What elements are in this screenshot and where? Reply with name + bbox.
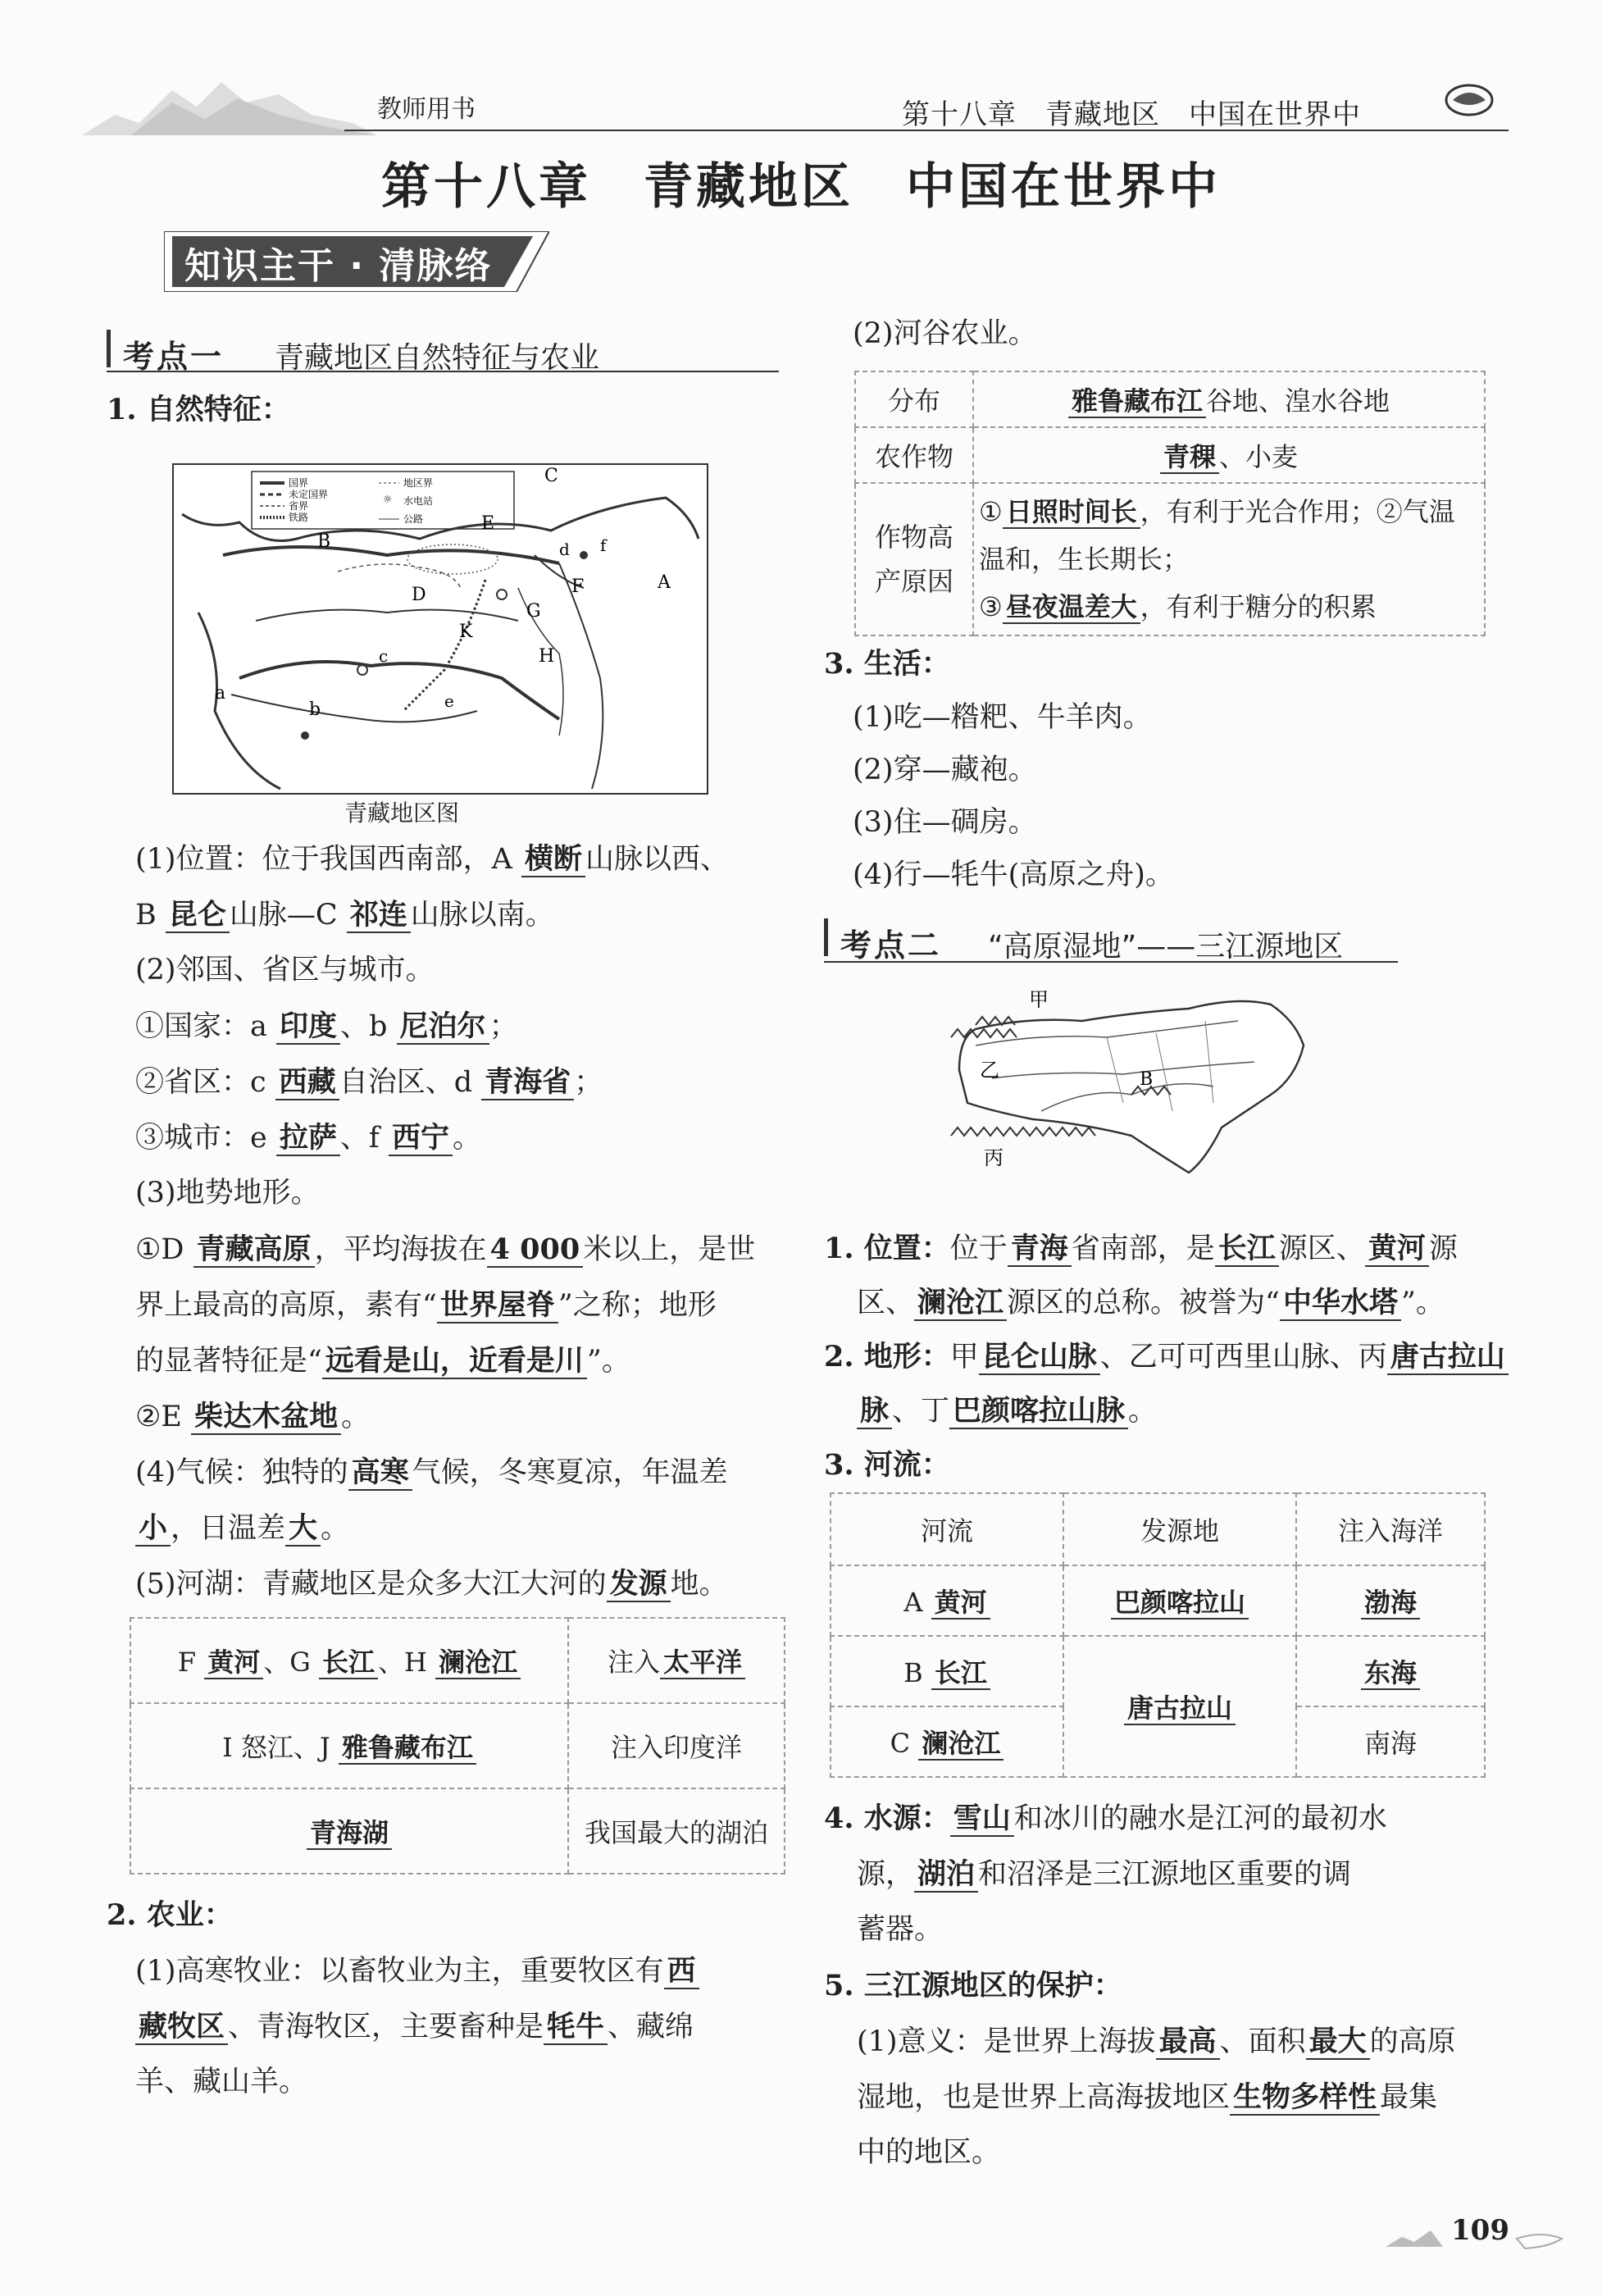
mountain-decoration — [82, 57, 377, 139]
life-travel: (4)行—牦牛(高原之舟)。 — [853, 859, 1174, 891]
item2-heading: 2. 农业： — [107, 1898, 233, 1932]
header-chapter: 第十八章 青藏地区 中国在世界中 — [902, 98, 1361, 131]
position-line1: (1)位置：位于我国西南部，A 横断 山脉以西、 — [135, 842, 730, 876]
map-label-D: D — [412, 585, 426, 605]
s2-protect-line1: (1)意义：是世界上海拔 最高 、面积 最大 的高原 — [857, 2025, 1456, 2058]
life-live: (3)住—碉房。 — [853, 806, 1037, 839]
map-label-A: A — [658, 572, 671, 593]
s2-location-line1: 1. 位置：位于 青海 省南部，是 长江 源区、 黄河 源 — [824, 1232, 1458, 1265]
river2-table — [830, 1492, 1486, 1778]
map-label-b: b — [309, 699, 321, 720]
map-label-F: F — [571, 576, 585, 597]
terrain-line1: ①D 青藏高原 ，平均海拔在 4 000 米以上，是世 — [135, 1232, 756, 1266]
river2-r1-source: 巴颜喀拉山 — [1063, 1565, 1296, 1636]
climate-line2: 小 ，日温差 大 。 — [135, 1514, 349, 1543]
terrain-line2: 界上最高的高原，素有“ 世界屋脊 ”之称；地形 — [135, 1288, 717, 1322]
s2-water-line3: 蓄器。 — [857, 1913, 944, 1946]
item3-heading: 3. 生活： — [824, 647, 950, 681]
cities-line: ③城市：e 拉萨 、f 西宁 。 — [135, 1121, 481, 1155]
climate-line1: (4)气候：独特的 高寒 气候，冬寒夏凉，年温差 — [135, 1456, 728, 1489]
map2-label-bing: 丙 — [984, 1146, 1004, 1169]
map-label-H: H — [539, 646, 555, 667]
legend-diqujie: 地区界 — [403, 477, 434, 489]
herding-line1: (1)高寒牧业：以畜牧业为主，重要牧区有 西 — [135, 1957, 699, 1986]
river-table-r3-right: 我国最大的湖泊 — [568, 1788, 785, 1874]
section1-rule — [107, 371, 779, 372]
neighbors-heading: (2)邻国、省区与城市。 — [135, 954, 435, 986]
s2-protect-line2: 湿地，也是世界上高海拔地区 生物多样性 最集 — [857, 2080, 1438, 2114]
river-table-r1-right: 注入 太平洋 — [568, 1618, 785, 1703]
section2-bar — [824, 918, 828, 956]
map2-label-jia: 甲 — [1029, 988, 1049, 1011]
river2-h-river: 河流 — [831, 1493, 1063, 1565]
map-label-c: c — [379, 646, 389, 666]
s2-water-line2: 源， 湖泊 和沼泽是三江源地区重要的调 — [857, 1857, 1352, 1891]
herding-line2: 藏牧区 、青海牧区，主要畜种是 牦牛 、藏绵 — [135, 2012, 694, 2042]
map-label-B: B — [317, 531, 331, 552]
life-wear: (2)穿—藏袍。 — [853, 754, 1037, 786]
map-label-a: a — [215, 683, 226, 704]
river2-r3-river: C 澜沧江 — [831, 1706, 1063, 1777]
farm-v3: ① 日照时间长 ，有利于光合作用；②气温 温和，生长期长； ③ 昼夜温差大 ，有利于糖分的积累 — [973, 483, 1485, 636]
map-label-K: K — [459, 622, 473, 642]
terrain-line3: 的显著特征是“ 远看是山，近看是川 ”。 — [135, 1344, 630, 1378]
position-line2: B 昆仑 山脉—C 祁连 山脉以南。 — [135, 898, 554, 932]
river-table-r2-left: I 怒江、J 雅鲁藏布江 — [130, 1703, 568, 1788]
section1-title: 青藏地区自然特征与农业 — [275, 341, 600, 375]
item1-heading: 1. 自然特征： — [107, 393, 290, 426]
map-label-e: e — [444, 691, 454, 711]
map2-label-yi: 乙 — [980, 1059, 999, 1082]
book-logo-icon — [1443, 82, 1495, 123]
farm-h1: 分布 — [855, 371, 973, 427]
section2-rule — [824, 961, 1398, 963]
s2-terrain-line1: 2. 地形：甲 昆仑山脉 、乙可可西里山脉、丙 唐古拉山 — [824, 1342, 1509, 1372]
provinces-line: ②省区：c 西藏 自治区、d 青海省 ； — [135, 1065, 603, 1099]
river2-r2-river: B 长江 — [831, 1636, 1063, 1706]
s2-terrain-line2: 脉 、丁 巴颜喀拉山脉 。 — [857, 1396, 1157, 1426]
page-number: 109 — [1451, 2214, 1509, 2247]
farm-h2: 农作物 — [855, 427, 973, 483]
section2-label: 考点二 — [840, 927, 942, 963]
river2-r3-sea: 南海 — [1296, 1706, 1485, 1777]
legend-weiding: 未定国界 — [289, 489, 329, 500]
sanjiangyuan-map — [943, 988, 1320, 1177]
s2-location-line2: 区、 澜沧江 源区的总称。被誉为“ 中华水塔 ”。 — [857, 1286, 1445, 1319]
river2-h-source: 发源地 — [1063, 1493, 1296, 1565]
rivers-line: (5)河湖：青藏地区是众多大江大河的 发源 地。 — [135, 1567, 728, 1601]
legend-gonglu: 公路 — [403, 513, 424, 525]
s2-water-line1: 4. 水源： 雪山 和冰川的融水是江河的最初水 — [824, 1802, 1387, 1835]
river-table-r2-right: 注入印度洋 — [568, 1703, 785, 1788]
qingzang-map — [172, 463, 708, 795]
map-label-C: C — [544, 466, 558, 486]
legend-tielu: 铁路 — [289, 512, 309, 523]
banner-text: 知识主干 · 清脉络 — [184, 245, 493, 287]
section1-bar — [107, 330, 111, 367]
farm-v1: 雅鲁藏布江 谷地、湟水谷地 — [973, 371, 1485, 427]
map-label-E: E — [481, 513, 495, 534]
farm-v2: 青稞 、小麦 — [973, 427, 1485, 483]
svg-text:☼: ☼ — [383, 494, 393, 506]
river2-r1-sea: 渤海 — [1296, 1565, 1485, 1636]
section2-title: “高原湿地”——三江源地区 — [988, 930, 1344, 963]
map-caption: 青藏地区图 — [344, 800, 460, 827]
river2-r1-river: A 黄河 — [831, 1565, 1063, 1636]
terrain-heading: (3)地势地形。 — [135, 1177, 320, 1210]
legend-shengjie: 省界 — [289, 500, 309, 512]
map2-label-B: B — [1140, 1069, 1154, 1090]
river2-r2-sea: 东海 — [1296, 1636, 1485, 1706]
basin-line: ②E 柴达木盆地 。 — [135, 1400, 371, 1433]
legend-shuidianzhan: 水电站 — [403, 495, 434, 507]
life-eat: (1)吃—糌粑、牛羊肉。 — [853, 701, 1152, 734]
river-table-r3-left: 青海湖 — [130, 1788, 568, 1874]
river-table — [130, 1617, 785, 1875]
map-label-G: G — [526, 601, 541, 622]
legend-guojie: 国界 — [289, 477, 309, 489]
s2-rivers-heading: 3. 河流： — [824, 1448, 950, 1482]
valley-agri-heading: (2)河谷农业。 — [853, 317, 1037, 350]
s2-protect-heading: 5. 三江源地区的保护： — [824, 1969, 1122, 2002]
section1-label: 考点一 — [123, 339, 225, 375]
herding-line3: 羊、藏山羊。 — [135, 2066, 308, 2098]
countries-line: ①国家：a 印度 、b 尼泊尔 ； — [135, 1009, 518, 1043]
river2-r2-source: 唐古拉山 — [1063, 1636, 1296, 1777]
river-table-r1-left: F 黄河 、G 长江 、H 澜沧江 — [130, 1618, 568, 1703]
map-label-f: f — [600, 535, 607, 555]
farm-table — [854, 371, 1486, 636]
s2-protect-line3: 中的地区。 — [857, 2136, 1001, 2169]
chapter-title: 第十八章 青藏地区 中国在世界中 — [381, 158, 1221, 216]
river2-h-sea: 注入海洋 — [1296, 1493, 1485, 1565]
farm-h3: 作物高 产原因 — [855, 483, 973, 636]
header-rule — [344, 130, 1509, 131]
map-label-d: d — [559, 540, 570, 559]
header-book-type: 教师用书 — [377, 95, 476, 124]
